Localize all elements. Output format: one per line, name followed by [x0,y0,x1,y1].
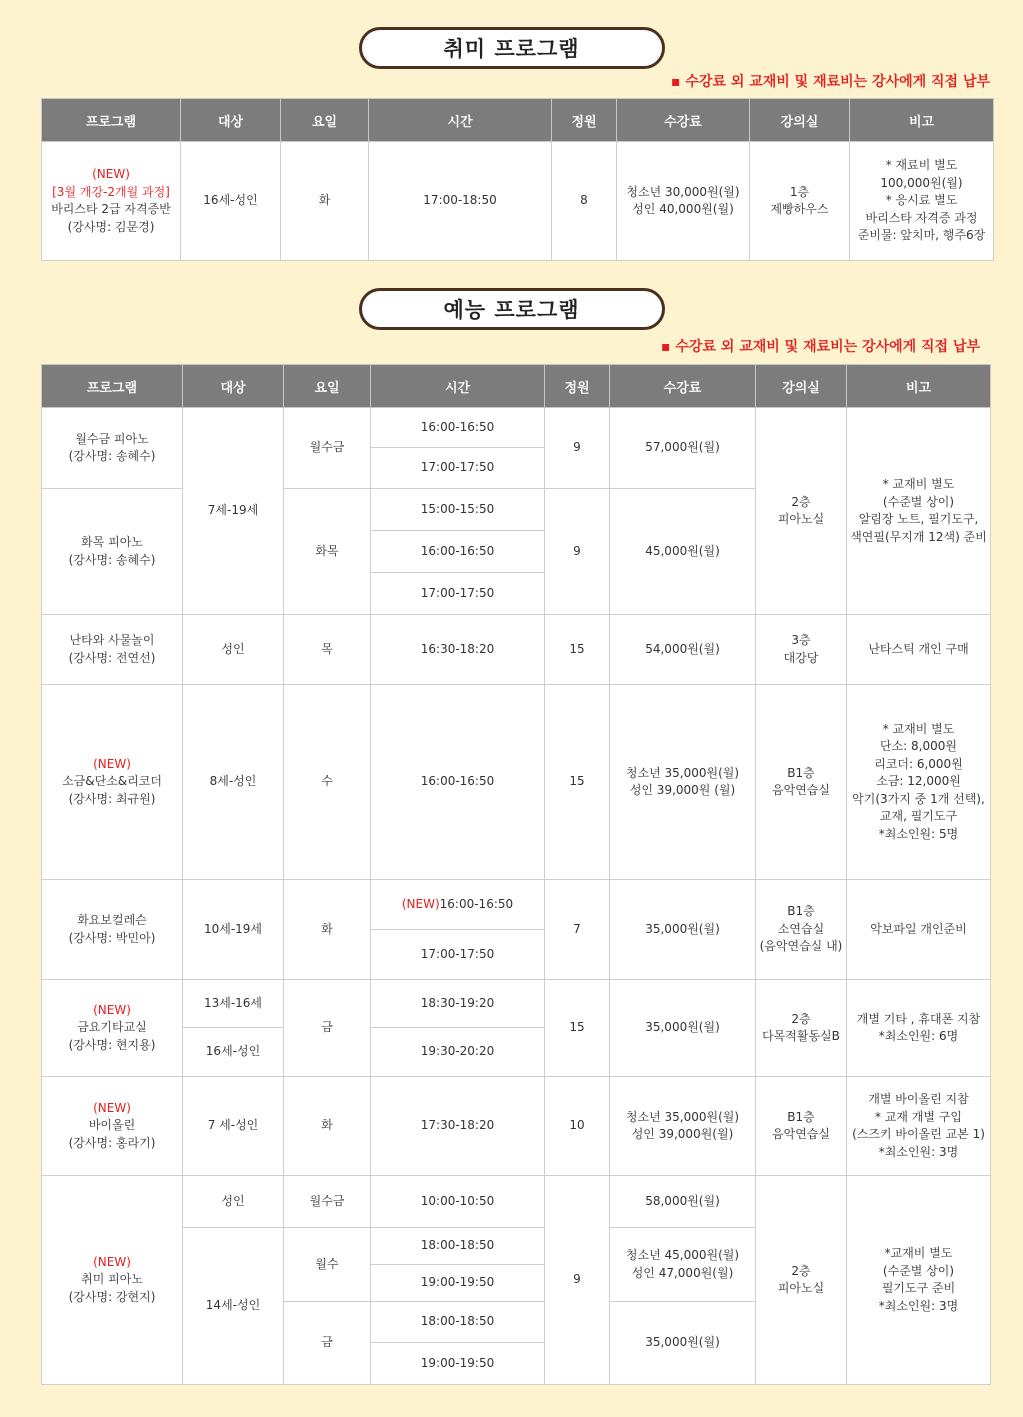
table-row [42,1077,991,1176]
capacity-cell: 15 [545,685,610,880]
fee-cell: 35,000원(월) [610,1302,756,1385]
program-name: 월수금 피아노 [75,431,149,446]
room-name: 대강당 [783,650,819,665]
target-cell: 10세-19세 [183,880,284,980]
day-cell: 화 [284,880,371,980]
fee-youth: 청소년 30,000원(월) [626,184,740,199]
new-badge: (NEW) [93,756,131,771]
new-badge: (NEW) [401,896,440,911]
remark-line: 교재, 필기도구 [879,809,958,824]
header-remark: 비고 [847,365,991,408]
fee-cell [617,142,750,261]
header-target: 대상 [181,99,281,142]
capacity-cell: 9 [545,408,610,489]
header-fee: 수강료 [610,365,756,408]
new-badge: (NEW) [93,1002,131,1017]
capacity-cell: 9 [545,489,610,615]
time-cell: 18:00-18:50 [371,1302,545,1343]
hobby-fee-note: ▪ 수강료 외 교재비 및 재료비는 강사에게 직접 납부 [671,74,990,90]
hobby-program-table [41,98,994,261]
remark-line: (수준별 상이) [882,494,955,509]
remark-cell [847,685,991,880]
header-day: 요일 [281,99,369,142]
header-program: 프로그램 [42,365,183,408]
remark-line: 리코더: 6,000원 [874,756,963,771]
header-time: 시간 [369,99,552,142]
capacity-cell: 15 [545,615,610,685]
time-cell: 15:00-15:50 [371,489,545,531]
remark-line: *교재비 별도 [884,1246,953,1260]
hobby-section-title: 취미 프로그램 [359,27,665,69]
room-name: 제빵하우스 [770,202,829,216]
fee-cell [610,685,756,880]
program-name: 바이올린 [88,1118,136,1133]
time-cell: 17:00-18:50 [369,142,552,261]
table-row [42,408,991,448]
program-cell [42,685,183,880]
table-row [42,685,991,880]
program-name: 금요기타교실 [77,1020,147,1035]
time-cell: 16:00-16:50 [371,408,545,448]
fee-cell: 35,000원(월) [610,880,756,980]
remark-line: 악기(3가지 중 1개 선택), [852,791,985,806]
room-floor: B1층 [787,1109,815,1124]
table-header-row [42,365,991,408]
fee-cell [610,1077,756,1176]
header-capacity: 정원 [552,99,617,142]
time-text: 16:00-16:50 [439,896,514,911]
fee-adult: 성인 47,000원(월) [631,1265,734,1280]
program-name: 화목 피아노 [81,535,143,549]
room-name: 소연습실 [777,921,825,936]
new-badge: (NEW) [92,167,130,181]
day-cell: 월수금 [284,408,371,489]
teacher-name: (강사명: 송혜수) [68,449,156,463]
fee-cell: 58,000원(월) [610,1176,756,1228]
target-cell: 16세-성인 [183,1028,284,1077]
target-cell: 성인 [183,615,284,685]
capacity-cell: 9 [545,1176,610,1385]
new-badge: (NEW) [93,1100,131,1115]
remark-line: 개별 기타 , 휴대폰 지참 [856,1011,981,1026]
target-cell: 7세-19세 [183,408,284,615]
remark-line: 알림장 노트, 필기도구, [858,512,979,526]
remark-line: (수준별 상이) [882,1263,955,1278]
remark-line: *최소인원: 6명 [878,1029,959,1043]
room-floor: B1층 [787,765,815,780]
fee-youth: 청소년 35,000원(월) [625,1109,740,1124]
remark-cell [847,1077,991,1176]
header-capacity: 정원 [545,365,610,408]
fee-adult: 성인 40,000원(월) [632,202,734,216]
remark-line: *최소인원: 5명 [878,826,959,841]
table-row [42,980,991,1028]
room-floor: B1층 [787,904,815,919]
target-cell: 8세-성인 [183,685,284,880]
room-cell [756,685,847,880]
remark-line: *최소인원: 3명 [878,1298,959,1313]
time-cell: 18:00-18:50 [371,1228,545,1265]
fee-cell: 54,000원(월) [610,615,756,685]
remark-line: * 교재비 별도 [882,477,955,491]
day-cell: 월수 [284,1228,371,1302]
fee-youth: 청소년 35,000원(월) [625,765,740,780]
arts-program-table [41,364,991,1385]
program-name: 소금&단소&리코더 [62,774,162,789]
remark-line: * 교재비 별도 [882,721,955,736]
room-detail: (음악연습실 내) [759,939,843,954]
remark-cell: 악보파일 개인준비 [847,880,991,980]
time-cell [371,880,545,930]
program-name: 난타와 사물놀이 [69,633,155,647]
teacher-name: (강사명: 강현지) [68,1289,156,1304]
remark-line: 개별 바이올린 지참 [868,1092,969,1106]
room-cell [756,1176,847,1385]
table-header-row [42,99,994,142]
table-row [42,880,991,930]
room-floor: 3층 [791,633,811,647]
remark-line: * 응시료 별도 [885,193,958,208]
time-cell: 19:00-19:50 [371,1265,545,1302]
room-floor: 2층 [791,1263,811,1278]
capacity-cell: 10 [545,1077,610,1176]
target-cell: 13세-16세 [183,980,284,1028]
target-cell: 7 세-성인 [183,1077,284,1176]
teacher-name: (강사명: 김문경) [67,219,155,234]
time-cell: 16:30-18:20 [371,615,545,685]
remark-line: 소금: 12,000원 [876,774,961,789]
remark-line: 색연필(무지개 12색) 준비 [850,529,987,544]
time-cell: 10:00-10:50 [371,1176,545,1228]
remark-line: 바리스타 자격증 과정 [865,210,978,225]
day-cell: 목 [284,615,371,685]
room-name: 음악연습실 [772,783,830,797]
room-cell [756,1077,847,1176]
remark-cell [847,980,991,1077]
day-cell: 화목 [284,489,371,615]
remark-cell: 난타스틱 개인 구매 [847,615,991,685]
fee-cell: 35,000원(월) [610,980,756,1077]
teacher-name: (강사명: 현지용) [68,1037,156,1052]
arts-fee-note: ▪ 수강료 외 교재비 및 재료비는 강사에게 직접 납부 [661,339,980,355]
capacity-cell: 7 [545,880,610,980]
header-time: 시간 [371,365,545,408]
teacher-name: (강사명: 홍라기) [68,1135,156,1150]
target-cell: 16세-성인 [181,142,281,261]
table-row [42,615,991,685]
program-cell [42,408,183,489]
teacher-name: (강사명: 최규원) [68,791,156,806]
arts-section-title: 예능 프로그램 [359,288,665,330]
time-cell: 17:00-17:50 [371,930,545,980]
header-target: 대상 [183,365,284,408]
remark-cell [850,142,994,261]
target-cell: 성인 [183,1176,284,1228]
program-cell [42,142,181,261]
header-program: 프로그램 [42,99,181,142]
time-cell: 17:00-17:50 [371,448,545,489]
remark-cell [847,1176,991,1385]
time-cell: 19:30-20:20 [371,1028,545,1077]
remark-line: 100,000원(월) [880,175,963,190]
fee-cell: 57,000원(월) [610,408,756,489]
program-cell [42,1176,183,1385]
day-cell: 화 [284,1077,371,1176]
header-room: 강의실 [756,365,847,408]
capacity-cell: 8 [552,142,617,261]
fee-cell: 45,000원(월) [610,489,756,615]
time-cell: 16:00-16:50 [371,685,545,880]
fee-adult: 성인 39,000원(월) [631,1127,734,1141]
day-cell: 화 [281,142,369,261]
program-cell [42,615,183,685]
table-row [42,1176,991,1228]
room-name: 피아노실 [777,512,825,526]
header-fee: 수강료 [617,99,750,142]
day-cell: 월수금 [284,1176,371,1228]
remark-cell [847,408,991,615]
day-cell: 금 [284,1302,371,1385]
header-day: 요일 [284,365,371,408]
room-cell [756,980,847,1077]
room-cell [756,615,847,685]
remark-line: 준비물: 앞치마, 행주6장 [857,228,986,243]
room-floor: 2층 [791,1011,811,1026]
fee-youth: 청소년 45,000원(월) [625,1248,740,1262]
program-cell [42,489,183,615]
new-badge: (NEW) [93,1254,131,1269]
header-remark: 비고 [850,99,994,142]
room-name: 다목적활동실B [762,1029,840,1043]
room-cell [756,408,847,615]
header-room: 강의실 [750,99,850,142]
time-cell: 17:00-17:50 [371,573,545,615]
program-name: 바리스타 2급 자격증반 [51,202,171,216]
room-cell [756,880,847,980]
program-cell [42,980,183,1077]
teacher-name: (강사명: 송혜수) [68,552,156,567]
program-cell [42,880,183,980]
remark-line: 필기도구 준비 [881,1281,956,1295]
capacity-cell: 15 [545,980,610,1077]
course-tag: [3월 개강-2개월 과정] [52,184,170,199]
remark-line: (스즈키 바이올린 교본 1) [852,1127,985,1141]
target-cell: 14세-성인 [183,1228,284,1385]
day-cell: 금 [284,980,371,1077]
room-name: 피아노실 [777,1281,825,1295]
room-name: 음악연습실 [772,1127,830,1141]
time-cell: 19:00-19:50 [371,1343,545,1385]
teacher-name: (강사명: 박민아) [68,930,156,945]
remark-line: *최소인원: 3명 [878,1144,959,1159]
remark-line: 단소: 8,000원 [880,739,957,754]
time-cell: 17:30-18:20 [371,1077,545,1176]
program-name: 화요보컬레슨 [77,913,147,927]
time-cell: 16:00-16:50 [371,531,545,573]
remark-line: * 재료비 별도 [885,158,958,173]
room-cell [750,142,850,261]
program-cell [42,1077,183,1176]
time-cell: 18:30-19:20 [371,980,545,1028]
table-row [42,142,994,261]
fee-cell [610,1228,756,1302]
day-cell: 수 [284,685,371,880]
teacher-name: (강사명: 전연선) [68,650,156,665]
room-floor: 2층 [791,494,811,509]
program-name: 취미 피아노 [81,1272,143,1287]
room-floor: 1층 [789,184,810,199]
remark-line: * 교재 개별 구입 [875,1109,962,1124]
fee-adult: 성인 39,000원 (월) [629,783,736,797]
